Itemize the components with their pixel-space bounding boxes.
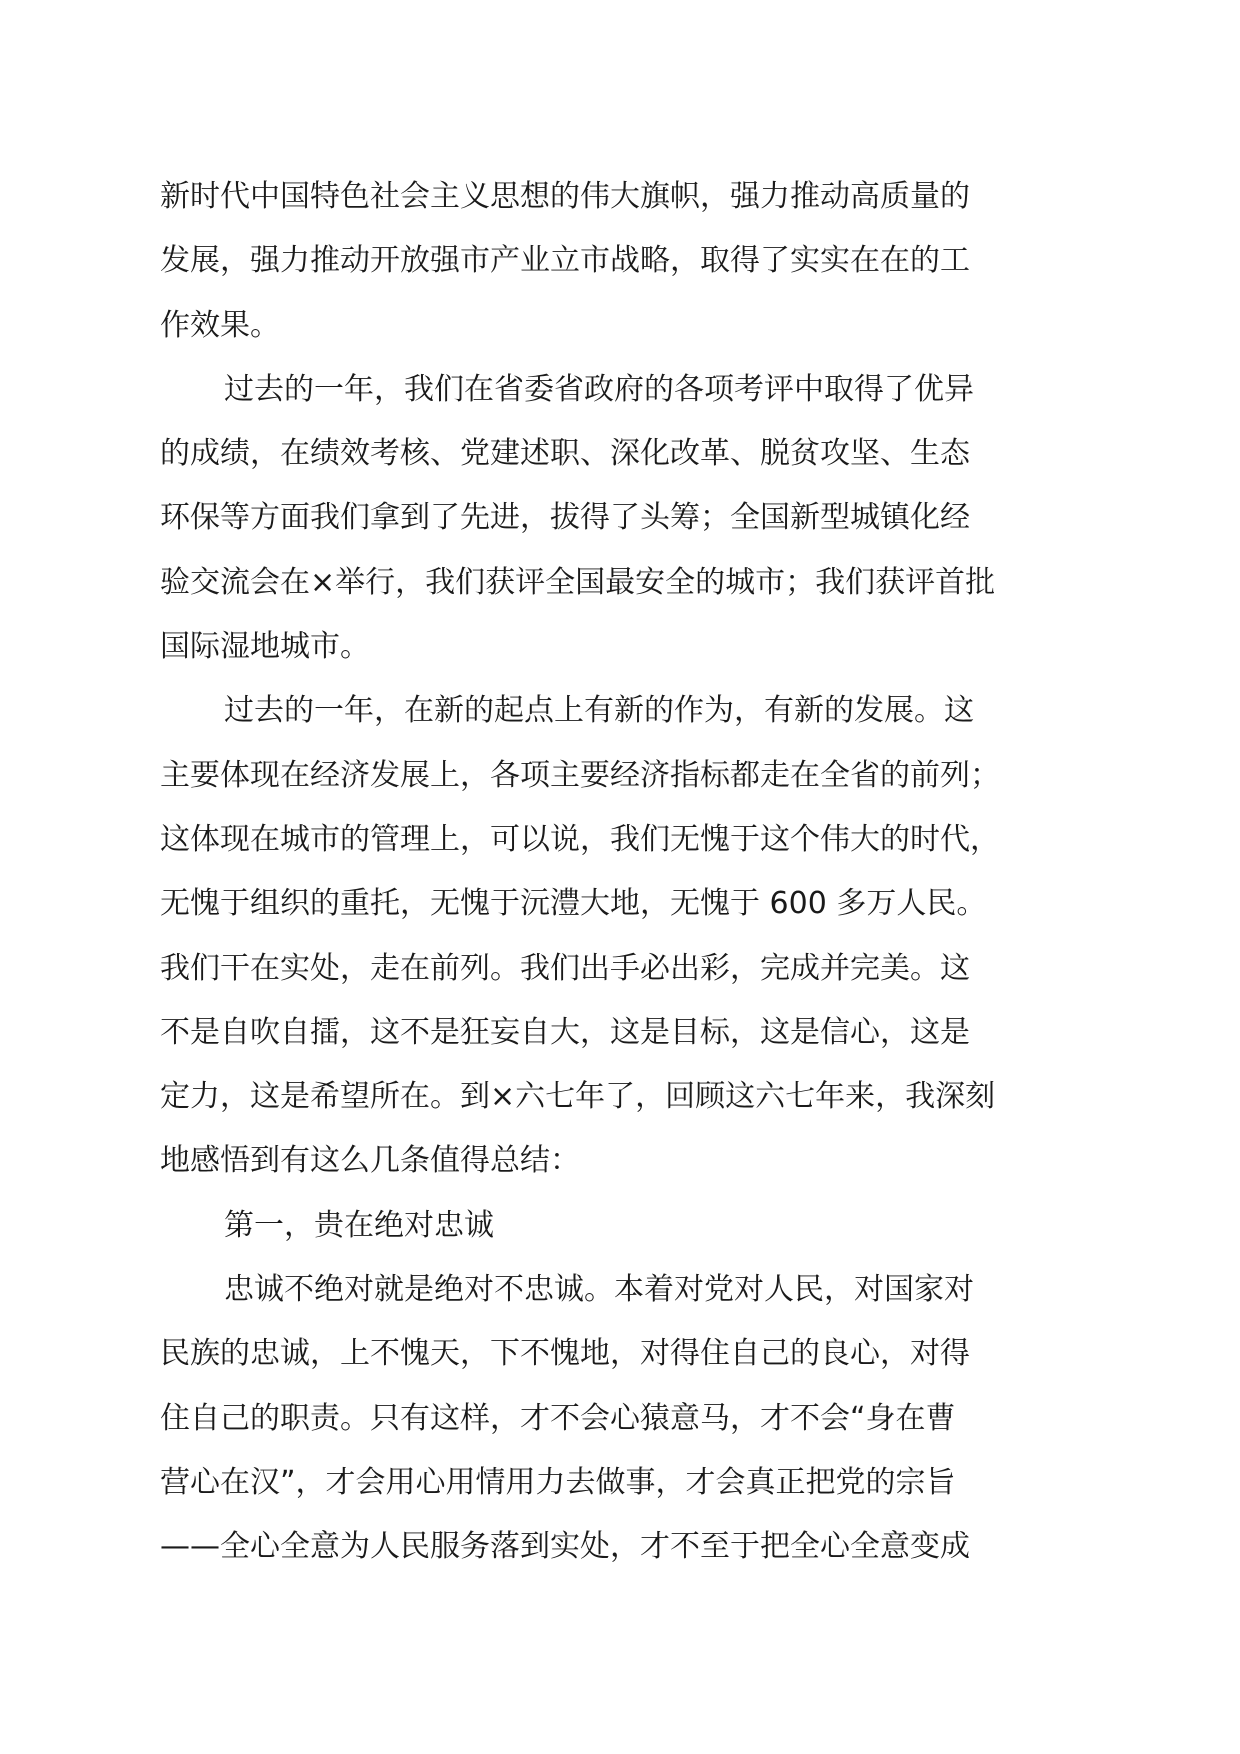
- text-line: 营心在汉”，才会用心用情用力去做事，才会真正把党的宗旨: [160, 1464, 956, 1500]
- paragraph-first-line: 过去的一年，在新的起点上有新的作为，有新的发展。这: [224, 693, 974, 729]
- text-line: 我们干在实处，走在前列。我们出手必出彩，完成并完美。这: [160, 950, 970, 986]
- text-line: 无愧于组织的重托，无愧于沅澧大地，无愧于 600 多万人民。: [160, 886, 987, 922]
- text-line: 不是自吹自擂，这不是狂妄自大，这是目标，这是信心，这是: [160, 1014, 970, 1050]
- text-line: 发展，强力推动开放强市产业立市战略，取得了实实在在的工: [160, 243, 970, 279]
- body-text: [160, 165, 1120, 1580]
- text-line: 环保等方面我们拿到了先进，拔得了头筹；全国新型城镇化经: [160, 500, 970, 536]
- text-line: 这体现在城市的管理上，可以说，我们无愧于这个伟大的时代，: [160, 821, 1000, 857]
- section-heading: 第一，贵在绝对忠诚: [224, 1207, 494, 1243]
- text-line: 新时代中国特色社会主义思想的伟大旗帜，强力推动高质量的: [160, 179, 970, 214]
- text-line: ——全心全意为人民服务落到实处，才不至于把全心全意变成: [160, 1529, 970, 1565]
- text-line: 作效果。: [160, 307, 280, 343]
- text-line: 验交流会在×举行，我们获评全国最安全的城市；我们获评首批: [160, 564, 996, 600]
- text-line: 定力，这是希望所在。到×六七年了，回顾这六七年来，我深刻: [160, 1079, 996, 1115]
- text-line: 主要体现在经济发展上，各项主要经济指标都走在全省的前列；: [160, 757, 1000, 793]
- text-line: 住自己的职责。只有这样，才不会心猿意马，才不会“身在曹: [160, 1400, 956, 1436]
- text-line: 民族的忠诚，上不愧天，下不愧地，对得住自己的良心，对得: [160, 1336, 970, 1372]
- text-line: 的成绩，在绩效考核、党建述职、深化改革、脱贫攻坚、生态: [160, 436, 970, 472]
- text-line: 国际湿地城市。: [160, 629, 370, 665]
- paragraph-first-line: 过去的一年，我们在省委省政府的各项考评中取得了优异: [224, 371, 974, 407]
- text-line: 地感悟到有这么几条值得总结：: [160, 1143, 580, 1179]
- paragraph-first-line: 忠诚不绝对就是绝对不忠诚。本着对党对人民，对国家对: [224, 1272, 974, 1308]
